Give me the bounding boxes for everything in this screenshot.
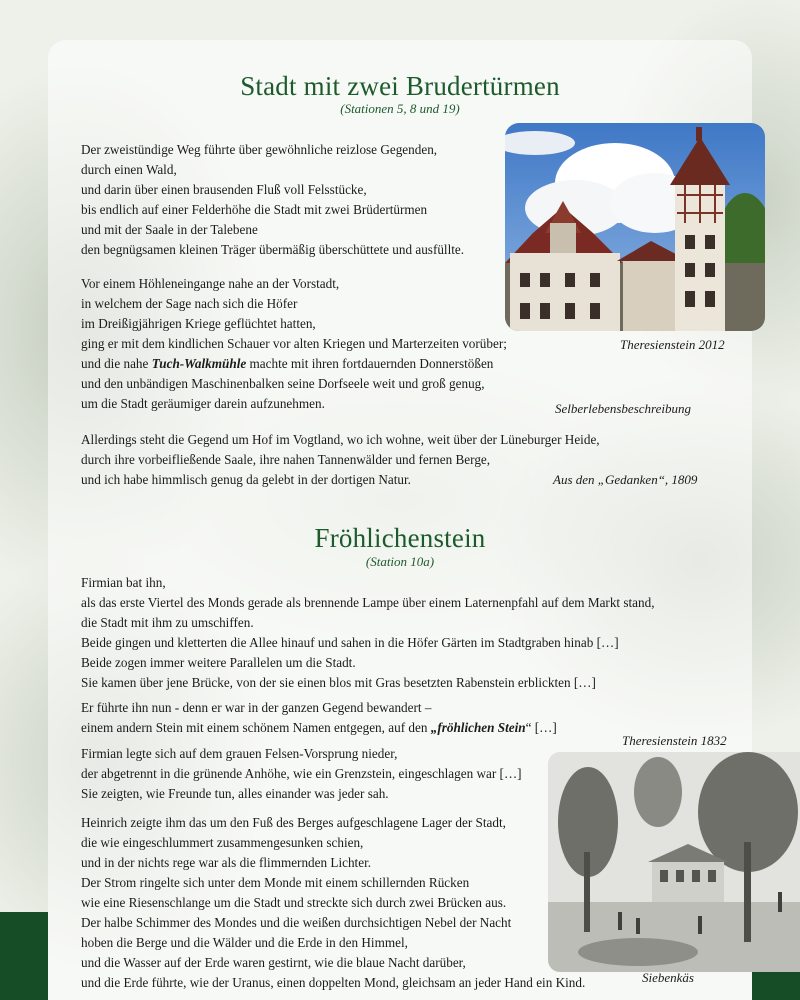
- text-line: Firmian bat ihn,: [81, 575, 166, 590]
- source-siebenkaes: Siebenkäs: [642, 970, 694, 985]
- theresienstein-1832-engraving: [548, 752, 800, 972]
- text-line: Beide zogen immer weitere Parallelen um die Stadt.: [81, 655, 356, 670]
- section-subtitle-station: (Station 10a): [365, 554, 435, 569]
- text-line: im Dreißigjährigen Kriege geflüchtet hatten,: [81, 316, 316, 331]
- text-line: als das erste Viertel des Monds gerade als brennende Lampe über einem Laternenpfahl auf dem Markt stand,: [81, 595, 655, 610]
- paragraph-heinrich: [81, 813, 585, 993]
- section-subtitle-stationen: (Stationen 5, 8 und 19): [340, 101, 460, 116]
- text-line: und die Erde führte, wie der Uranus, einen doppelten Mond, gleichsam an jeder Hand ein Kind.: [81, 975, 586, 990]
- text-line: die wie eingeschlummert zusammengesunken schien,: [81, 835, 364, 850]
- section-title-brudertuermen: Stadt mit zwei Brudertürmen: [240, 71, 560, 101]
- text-fragment: machte mit ihren fortdauernden Donnerstößen: [246, 356, 494, 371]
- paragraph-hoehleneingang: [81, 274, 507, 414]
- source-gedanken: Aus den „Gedanken“, 1809: [553, 472, 698, 487]
- text-line: und mit der Saale in der Talebene: [81, 222, 258, 237]
- photo-caption-2012: Theresienstein 2012: [620, 337, 725, 352]
- text-line: Vor einem Höhleneingange nahe an der Vorstadt,: [81, 276, 340, 291]
- text-line: um die Stadt geräumiger darein aufzunehmen.: [81, 396, 325, 411]
- text-line: Er führte ihn nun - denn er war in der ganzen Gegend bewandert –: [81, 700, 432, 715]
- text-line: und in der nichts rege war als die flimmernden Lichter.: [81, 855, 372, 870]
- text-line: Der halbe Schimmer des Mondes und die weißen durchsichtigen Nebel der Nacht: [81, 915, 512, 930]
- text-fragment: einem andern Stein mit einem schönem Namen entgegen, auf den: [81, 720, 431, 735]
- emphasis-froehlichen-stein: „fröhlichen Stein: [430, 720, 526, 735]
- green-accent-bar-right: [752, 972, 800, 1000]
- section-title-froehlichenstein: Fröhlichenstein: [314, 523, 486, 553]
- text-line: Sie zeigten, wie Freunde tun, alles einander was jeder sah.: [81, 786, 389, 801]
- text-line: ging er mit dem kindlichen Schauer vor alten Kriegen und Marterzeiten vorüber;: [81, 336, 507, 351]
- text-line: und darin über einen brausenden Fluß voll Felsstücke,: [81, 182, 367, 197]
- text-line: Beide gingen und kletterten die Allee hinauf und sahen in die Höfer Gärten im Stadtgraben hinab […]: [81, 635, 619, 650]
- paragraph-er-fuehrte: [81, 698, 557, 738]
- text-line: Sie kamen über jene Brücke, von der sie einen blos mit Gras besetzten Rabenstein erblickten […]: [81, 675, 596, 690]
- theresienstein-2012-photo: [505, 123, 765, 331]
- text-line: wie eine Riesenschlange um die Stadt und streckte sich durch zwei Brücken aus.: [81, 895, 507, 910]
- paragraph-felsen-vorsprung: [81, 744, 522, 804]
- text-line: bis endlich auf einer Felderhöhe die Stadt mit zwei Brüdertürmen: [81, 202, 428, 217]
- text-line: und die Wasser auf der Erde waren gestirnt, wie die blaue Nacht darüber,: [81, 955, 466, 970]
- text-line: durch einen Wald,: [81, 162, 177, 177]
- text-line: durch ihre vorbeifließende Saale, ihre nahen Tannenwälder und fernen Berge,: [81, 452, 491, 467]
- paragraph-firmian: [81, 573, 655, 693]
- text-line: und den unbändigen Maschinenbalken seine Dorfseele weit und groß genug,: [81, 376, 485, 391]
- emphasis-walkmuehle: Tuch-Walkmühle: [151, 356, 247, 371]
- text-line: der abgetrennt in die grünende Anhöhe, wie ein Grenzstein, eingeschlagen war […]: [81, 766, 522, 781]
- paragraph-allerdings: [81, 430, 600, 490]
- text-fragment: und die nahe: [81, 356, 152, 371]
- text-line: die Stadt mit ihm zu umschiffen.: [81, 615, 254, 630]
- text-line: Allerdings steht die Gegend um Hof im Vogtland, wo ich wohne, weit über der Lüneburger Heide,: [81, 432, 600, 447]
- text-line: den begnügsamen kleinen Träger übermäßig überschüttete und ausfüllte.: [81, 242, 465, 257]
- text-line: und ich habe himmlisch genug da gelebt in der dortigen Natur.: [81, 472, 411, 487]
- text-line: [81, 718, 557, 738]
- text-line: in welchem der Sage nach sich die Höfer: [81, 296, 298, 311]
- text-line: Der zweistündige Weg führte über gewöhnliche reizlose Gegenden,: [81, 142, 438, 157]
- green-accent-bar-left: [0, 912, 48, 1000]
- text-line: Heinrich zeigte ihm das um den Fuß des Berges aufgeschlagene Lager der Stadt,: [81, 815, 506, 830]
- sketch-caption-1832: Theresienstein 1832: [622, 733, 727, 748]
- paragraph-weg: [81, 140, 464, 260]
- source-selberlebensbeschreibung: Selberlebensbeschreibung: [555, 401, 691, 416]
- text-line: [81, 354, 507, 374]
- text-line: hoben die Berge und die Wälder und die Erde in den Himmel,: [81, 935, 408, 950]
- text-line: Firmian legte sich auf dem grauen Felsen-Vorsprung nieder,: [81, 746, 398, 761]
- text-fragment: “ […]: [525, 720, 557, 735]
- text-line: Der Strom ringelte sich unter dem Monde mit einem schillernden Rücken: [81, 875, 470, 890]
